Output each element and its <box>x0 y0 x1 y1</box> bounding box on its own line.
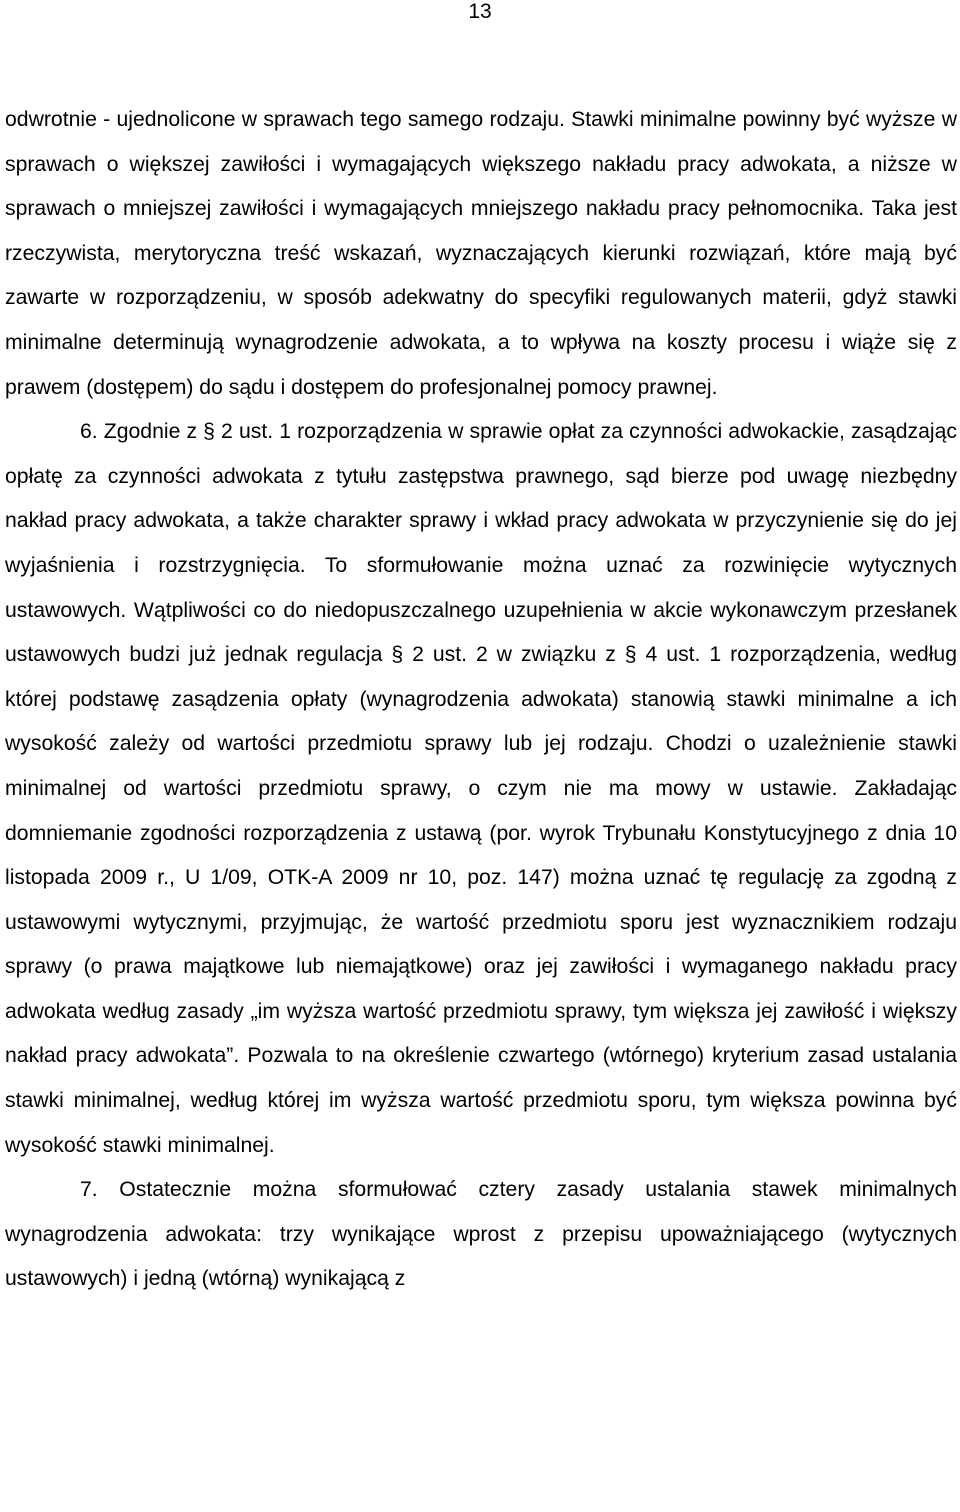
paragraph-7: 7. Ostatecznie można sformułować cztery zasady ustalania stawek minimalnych wynagrodzenia adwokata: trzy wynikające wprost z przepisu upoważniającego (wytycznych ustawowych) i jedną (wtórną) wynikającą z <box>5 1178 957 1291</box>
paragraph-continuation: odwrotnie - ujednolicone w sprawach tego samego rodzaju. Stawki minimalne powinny być wyższe w sprawach o większej zawiłości i wymagających większego nakładu pracy adwokata, a niższe w sprawach o mniejszej zawiłości i wymagających mniejszego nakładu pracy pełnomocnika. Taka jest rzeczywista, merytoryczna treść wskazań, wyznaczających kierunki rozwiązań, które mają być zawarte w rozporządzeniu, w sposób adekwatny do specyfiki regulowanych materii, gdyż stawki minimalne determinują wynagrodzenie adwokata, a to wpływa na koszty procesu i wiąże się z prawem (dostępem) do sądu i dostępem do profesjonalnej pomocy prawnej. <box>5 108 957 399</box>
page-number: 13 <box>468 0 492 23</box>
body-text <box>5 98 957 1302</box>
paragraph-6: 6. Zgodnie z § 2 ust. 1 rozporządzenia w sprawie opłat za czynności adwokackie, zasądzając opłatę za czynności adwokata z tytułu zastępstwa prawnego, sąd bierze pod uwagę niezbędny nakład pracy adwokata, a także charakter sprawy i wkład pracy adwokata w przyczynienie się do jej wyjaśnienia i rozstrzygnięcia. To sformułowanie można uznać za rozwinięcie wytycznych ustawowych. Wątpliwości co do niedopuszczalnego uzupełnienia w akcie wykonawczym przesłanek ustawowych budzi już jednak regulacja § 2 ust. 2 w związku z § 4 ust. 1 rozporządzenia, według której podstawę zasądzenia opłaty (wynagrodzenia adwokata) stanowią stawki minimalne a ich wysokość zależy od wartości przedmiotu sprawy lub jej rodzaju. Chodzi o uzależnienie stawki minimalnej od wartości przedmiotu sprawy, o czym nie ma mowy w ustawie. Zakładając domniemanie zgodności rozporządzenia z ustawą (por. wyrok Trybunału Konstytucyjnego z dnia 10 listopada 2009 r., U 1/09, OTK-A 2009 nr 10, poz. 147) można uznać tę regulację za zgodną z ustawowymi wytycznymi, przyjmując, że wartość przedmiotu sporu jest wyznacznikiem rodzaju sprawy (o prawa majątkowe lub niemajątkowe) oraz jej zawiłości i wymaganego nakładu pracy adwokata według zasady „im wyższa wartość przedmiotu sprawy, tym większa jej zawiłość i większy nakład pracy adwokata”. Pozwala to na określenie czwartego (wtórnego) kryterium zasad ustalania stawki minimalnej, według której im wyższa wartość przedmiotu sporu, tym większa powinna być wysokość stawki minimalnej. <box>5 420 957 1157</box>
